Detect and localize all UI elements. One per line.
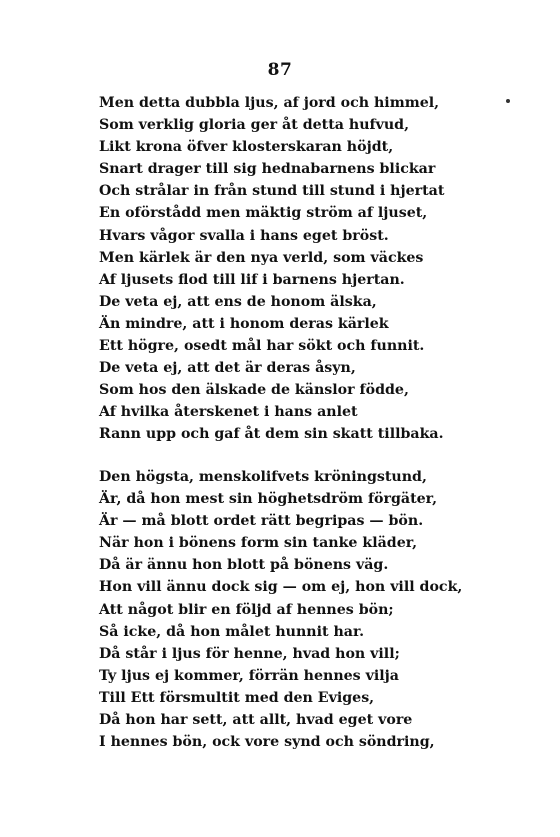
poem-line: En oförstådd men mäktig ström af ljuset,	[99, 205, 428, 222]
poem-line: Än mindre, att i honom deras kärlek	[99, 315, 389, 332]
stanza-2	[99, 466, 462, 753]
poem-line: Snart drager till sig hednabarnens blickar	[99, 161, 436, 178]
poem-line: De veta ej, att ens de honom älska,	[99, 293, 377, 310]
poem-line: Som hos den älskade de känslor födde,	[99, 382, 409, 399]
stanza-1	[99, 92, 444, 446]
poem-line: Men detta dubbla ljus, af jord och himmel,	[99, 95, 440, 111]
poem-line: Är — må blott ordet rätt begripas — bön.	[99, 513, 424, 530]
poem-line: Hon vill ännu dock sig — om ej, hon vill dock,	[99, 579, 463, 596]
poem-line: När hon i bönens form sin tanke kläder,	[99, 535, 418, 552]
page-number: 87	[267, 60, 293, 80]
poem-line: Då står i ljus för henne, hvad hon vill;	[99, 645, 400, 662]
poem-line: Att något blir en följd af hennes bön;	[99, 601, 394, 618]
poem-line: Hvars vågor svalla i hans eget bröst.	[99, 227, 389, 244]
poem-line: Till Ett försmultit med den Eviges,	[99, 689, 375, 706]
poem-line: Men kärlek är den nya verld, som väckes	[99, 249, 424, 266]
poem-line: De veta ej, att det är deras åsyn,	[99, 360, 356, 377]
poem-line: Då hon har sett, att allt, hvad eget vore	[99, 712, 413, 729]
poem-line: Då är ännu hon blott på bönens väg.	[99, 557, 389, 574]
poem-line: Och strålar in från stund till stund i hjertat	[99, 183, 445, 200]
poem-line: Af hvilka återskenet i hans anlet	[99, 404, 358, 421]
poem-line: Är, då hon mest sin höghetsdröm förgäter,	[99, 491, 438, 508]
poem-line: Likt krona öfver klosterskaran höjdt,	[99, 139, 394, 156]
poem-line: Ett högre, osedt mål har sökt och funnit.	[99, 338, 425, 355]
margin-dot	[506, 99, 510, 103]
poem-line: Som verklig gloria ger åt detta hufvud,	[99, 117, 410, 134]
poem-line: Ty ljus ej kommer, förrän hennes vilja	[99, 667, 399, 684]
poem-line: Rann upp och gaf åt dem sin skatt tillbaka.	[99, 426, 444, 443]
poem-line: Den högsta, menskolifvets kröningstund,	[99, 469, 427, 485]
poem-line: I hennes bön, ock vore synd och söndring,	[99, 734, 435, 751]
poem-line: Af ljusets flod till lif i barnens hjertan.	[99, 271, 405, 288]
poem-line: Så icke, då hon målet hunnit har.	[99, 623, 365, 640]
